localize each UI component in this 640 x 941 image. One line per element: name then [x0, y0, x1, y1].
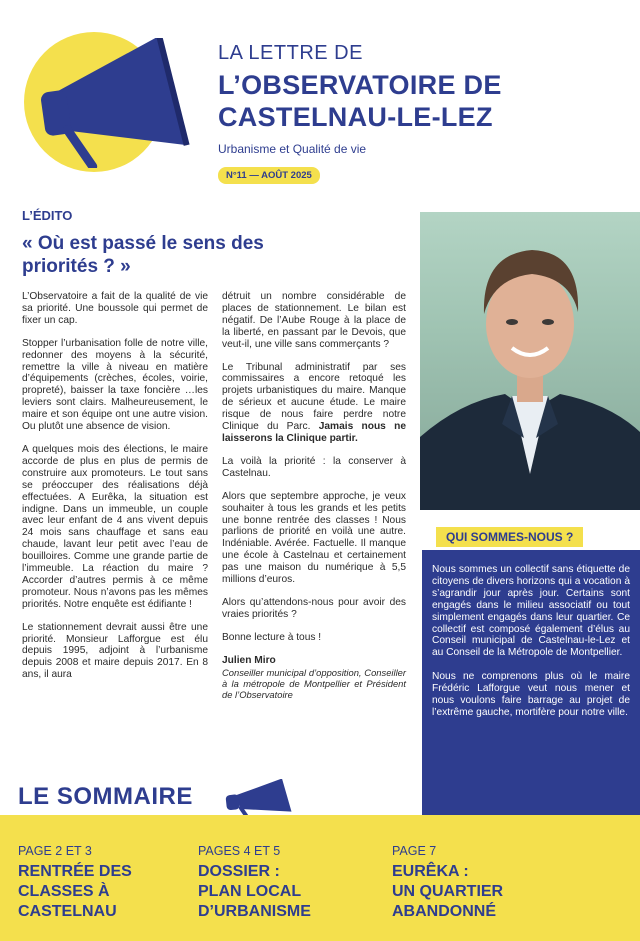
edito-paragraph: Le stationnement devrait aussi être une priorité. Monsieur Lafforgue est élu depuis 1995, adjoint à l’urbanisme depuis 2008 et maire depuis 2017. En 8 ans, il aura — [22, 621, 208, 681]
about-paragraph: Nous ne comprenons plus où le maire Frédéric Lafforgue veut nous mener et nous voulons faire barrage au projet de l’extrême gauche, mortifère pour notre ville. — [432, 671, 630, 718]
edito-column-1 — [22, 291, 208, 692]
edito-paragraph: Alors que septembre approche, je veux souhaiter à tous les grands et les petits une bonne rentrée des classes ! Nous parlions de priorité en voilà une autre. Indéniable. Avérée. Factuelle. Il manque une école à Castelnau et certainement pas une maison du numérique à 5,5 millions d’euros. — [222, 490, 406, 586]
summary-title: LE SOMMAIRE — [18, 783, 193, 810]
summary-item-title: RENTRÉE DES CLASSES À CASTELNAU — [18, 863, 132, 920]
edito-paragraph: détruit un nombre considérable de places de stationnement. Le bilan est négatif. De l’Aube Rouge à la place de la liberté, en passant par le Devois, que veut-il, une ville sans commerçants ? — [222, 291, 406, 350]
newsletter-title-line1: L’OBSERVATOIRE DE — [218, 70, 502, 100]
edito-text: Le Tribunal administratif par ses commissaires a encore retoqué les projets urbanistiques du maire. Manque de sérieux et aucune étude. Le maire risque de nous faire perdre notre Clinique du Parc. — [222, 361, 406, 433]
edito-column-2 — [222, 291, 406, 711]
edito-emphasis: Jamais nous ne laisserons la Clinique partir. — [222, 421, 406, 444]
about-label: QUI SOMMES-NOUS ? — [436, 527, 583, 547]
summary-item[interactable] — [198, 844, 368, 922]
summary-item-page: PAGE 2 ET 3 — [18, 844, 92, 858]
summary-item-page: PAGES 4 ET 5 — [198, 844, 281, 858]
summary-item-page: PAGE 7 — [392, 844, 437, 858]
edito-label: L’ÉDITO — [22, 208, 73, 223]
summary-item-title: EURÊKA : UN QUARTIER ABANDONNÉ — [392, 863, 504, 920]
about-box — [422, 550, 640, 820]
small-megaphone-icon — [222, 779, 296, 819]
issue-badge: N°11 — AOÛT 2025 — [218, 167, 320, 184]
summary-item[interactable] — [18, 844, 178, 922]
author-portrait — [420, 212, 640, 510]
summary-item[interactable] — [392, 844, 562, 922]
signature-role: Conseiller municipal d’opposition, Conseiller à la métropole de Montpellier et Président de l’Observatoire — [222, 666, 406, 700]
edito-paragraph: Bonne lecture à tous ! — [222, 631, 322, 643]
megaphone-icon — [18, 38, 193, 168]
edito-paragraph: L’Observatoire a fait de la qualité de vie sa priorité. Une boussole qui permet de fixer un cap. — [22, 291, 208, 326]
edito-paragraph: Alors qu’attendons-nous pour avoir des vraies priorités ? — [222, 596, 406, 620]
edito-paragraph: Stopper l’urbanisation folle de notre ville, redonner des moyens à la sécurité, remettre la ville à niveau en matière d’équipements (crèches, écoles, voirie, propreté), baisser la taxe foncière …les leviers sont clairs. Malheureusement, le maire et son équipe ont une autre vision. Ou plutôt une absence de vision. — [22, 337, 208, 433]
newsletter-subtitle: Urbanisme et Qualité de vie — [218, 142, 367, 156]
edito-paragraph: La voilà la priorité : la conserver à Castelnau. — [222, 455, 406, 479]
newsletter-pretitle: LA LETTRE DE — [218, 42, 363, 64]
about-paragraph: Nous sommes un collectif sans étiquette de citoyens de divers horizons qui a vocation à s’agrandir jour après jour. Certains sont engagés dans le milieu associatif ou tout simplement engagés dans leur quartier. Ce collectif est composé également d’élus au Conseil municipal de Castelnau-le-Lez et au Conseil de la Métropole de Montpellier. — [432, 564, 630, 659]
summary-item-title: DOSSIER : PLAN LOCAL D’URBANISME — [198, 863, 311, 920]
edito-paragraph: A quelques mois des élections, le maire accorde de plus en plus de permis de construire aux promoteurs. Le tout sans se préoccuper des réalisations déjà effectuées. A Eurêka, la situation est indigne. Dans un immeuble, un couple avec leur enfant de 4 ans vivent depuis 24 mois sans chauffage et sans eau chaude, lavant leur petit avec l’eau de bouilloires. Comme une grande partie de l’immeuble. La réaction du maire ? Accorder d’autres permis à ce même promoteur. Nous n’avons pas les mêmes priorités. Notre enquête est édifiante ! — [22, 443, 208, 610]
signature-name: Julien Miro — [222, 654, 276, 666]
newsletter-title-line2: CASTELNAU-LE-LEZ — [218, 102, 493, 132]
edito-headline: « Où est passé le sens des priorités ? » — [22, 233, 264, 277]
edito-paragraph-with-emphasis — [222, 362, 406, 445]
